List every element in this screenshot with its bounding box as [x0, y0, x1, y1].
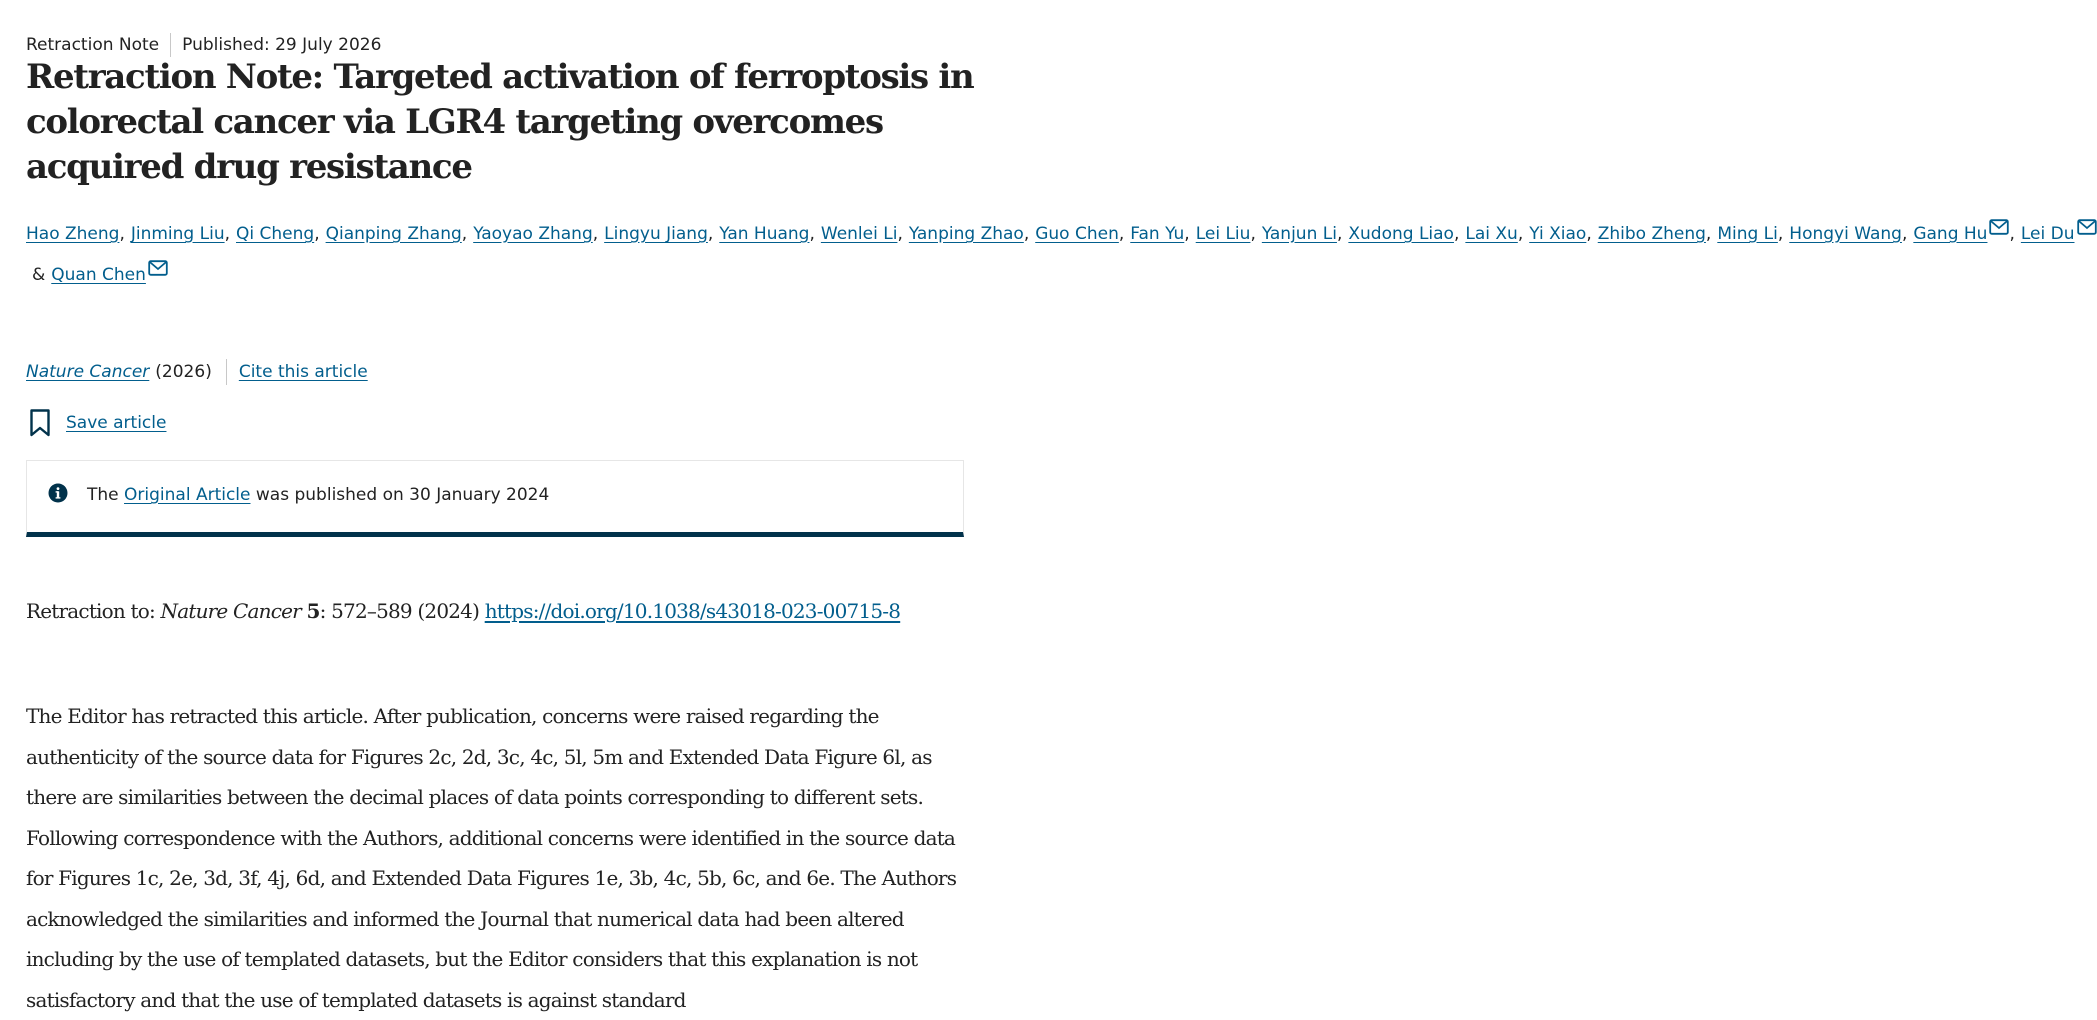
article-meta [26, 33, 381, 57]
published-date: Published: 29 July 2026 [182, 35, 382, 55]
retraction-volume: 5 [306, 599, 320, 623]
author-item [131, 224, 225, 244]
author-list [26, 214, 2075, 295]
author-link[interactable]: Gang Hu [1913, 224, 1988, 244]
author-item [604, 224, 708, 244]
author-item [1789, 224, 1902, 244]
author-link[interactable]: Lai Xu [1465, 224, 1518, 244]
author-item [51, 265, 168, 285]
author-separator: , [1453, 224, 1460, 244]
author-item [821, 224, 898, 244]
retraction-to-line [26, 599, 1016, 623]
retraction-body: The Editor has retracted this article. After publication, concerns were raised regarding the authenticity of the source data for Figures 2c, 2d, 3c, 4c, 5l, 5m and Extended Data Figure 6l, as there are similarities between the decimal places of data points corresponding to different sets. Following correspondence with the Authors, additional concerns were identified in the source data for Figures 1c, 2e, 3d, 3f, 4j, 6d, and Extended Data Figures 1e, 3b, 4c, 5b, 6c, and 6e. The Authors acknowledged the similarities and informed the Journal that numerical data had been altered including by the use of templated datasets, but the Editor considers that this explanation is not satisfactory and that the use of templated datasets is against standard [26, 704, 957, 1012]
doi-link[interactable]: https://doi.org/10.1038/s43018-023-00715-8 [484, 599, 901, 623]
author-item [719, 224, 809, 244]
author-link[interactable]: Wenlei Li [820, 224, 898, 244]
envelope-icon[interactable] [2077, 219, 2097, 235]
author-link[interactable]: Ming Li [1717, 224, 1778, 244]
author-link[interactable]: Quan Chen [51, 264, 146, 285]
author-separator: , [2009, 224, 2015, 244]
author-link[interactable]: Hongyi Wang [1789, 224, 1902, 244]
journal-divider [226, 359, 227, 385]
author-link[interactable]: Yanjun Li [1261, 224, 1337, 244]
author-item [1130, 224, 1184, 244]
author-separator: , [119, 224, 125, 244]
author-link[interactable]: Yan Huang [719, 224, 810, 244]
author-link[interactable]: Zhibo Zheng [1597, 224, 1706, 244]
author-link[interactable]: Guo Chen [1035, 224, 1119, 244]
article-type: Retraction Note [26, 35, 160, 55]
notice-suffix: was published on 30 January 2024 [255, 485, 550, 505]
original-article-link[interactable]: Original Article [124, 485, 251, 505]
envelope-icon[interactable] [1989, 219, 2009, 235]
author-link[interactable]: Lingyu Jiang [604, 224, 708, 244]
author-separator: , [1184, 224, 1190, 244]
author-item [26, 224, 119, 244]
article-title: Retraction Note: Targeted activation of ferroptosis in colorectal cancer via LGR4 targeting overcomes acquired drug resistance [26, 57, 974, 187]
info-circle-icon [48, 483, 68, 503]
retraction-journal: Nature Cancer [160, 599, 301, 623]
author-item [1598, 224, 1706, 244]
author-link[interactable]: Qi Cheng [236, 224, 315, 244]
author-separator: , [897, 224, 903, 244]
author-link[interactable]: Lei Du [2020, 224, 2075, 244]
author-item [1348, 224, 1454, 244]
author-item [1913, 224, 2009, 244]
author-item [1717, 224, 1778, 244]
author-separator: , [461, 224, 468, 244]
retraction-to-label: Retraction to: [26, 599, 155, 623]
author-separator: , [1777, 224, 1784, 244]
envelope-icon[interactable] [148, 260, 168, 276]
author-item [1262, 224, 1337, 244]
meta-divider [170, 33, 171, 57]
author-link[interactable]: Yaoyao Zhang [473, 224, 593, 244]
author-item [1035, 224, 1119, 244]
notice-text [87, 485, 549, 505]
original-article-notice [26, 460, 964, 537]
author-item [909, 224, 1024, 244]
author-joiner: & [32, 264, 46, 285]
author-separator: , [1586, 224, 1592, 244]
author-separator: , [592, 224, 599, 244]
author-item [326, 224, 462, 244]
author-link[interactable]: Qianping Zhang [325, 224, 462, 244]
author-separator: , [1250, 224, 1256, 244]
author-link[interactable]: Fan Yu [1130, 224, 1185, 244]
author-link[interactable]: Lei Liu [1195, 224, 1251, 244]
journal-link[interactable]: Nature Cancer [26, 362, 150, 382]
author-separator: , [1336, 224, 1343, 244]
journal-line [26, 359, 368, 385]
author-item [1196, 224, 1251, 244]
cite-this-article-link[interactable]: Cite this article [238, 362, 368, 382]
bookmark-icon [29, 408, 51, 438]
author-separator: , [314, 224, 320, 244]
author-item [236, 224, 314, 244]
author-separator: , [1023, 224, 1030, 244]
author-separator: , [809, 224, 815, 244]
author-separator: , [1705, 224, 1712, 244]
author-item [1529, 224, 1586, 244]
author-link[interactable]: Yanping Zhao [908, 224, 1024, 244]
author-separator: , [1118, 224, 1125, 244]
author-item [473, 224, 593, 244]
author-separator: , [1901, 224, 1908, 244]
save-article-button[interactable] [26, 408, 166, 438]
save-article-link[interactable]: Save article [66, 413, 167, 433]
retraction-pages: : 572–589 (2024) [319, 599, 480, 623]
author-separator: , [707, 224, 714, 244]
notice-prefix: The [87, 485, 119, 505]
author-link[interactable]: Hao Zheng [26, 224, 120, 244]
author-link[interactable]: Jinming Liu [130, 224, 225, 244]
author-item [1465, 224, 1517, 244]
author-separator: , [224, 224, 230, 244]
author-item [2021, 224, 2097, 244]
author-link[interactable]: Yi Xiao [1529, 224, 1587, 244]
journal-year: (2026) [155, 362, 212, 382]
author-separator: , [1517, 224, 1524, 244]
author-link[interactable]: Xudong Liao [1348, 224, 1454, 244]
